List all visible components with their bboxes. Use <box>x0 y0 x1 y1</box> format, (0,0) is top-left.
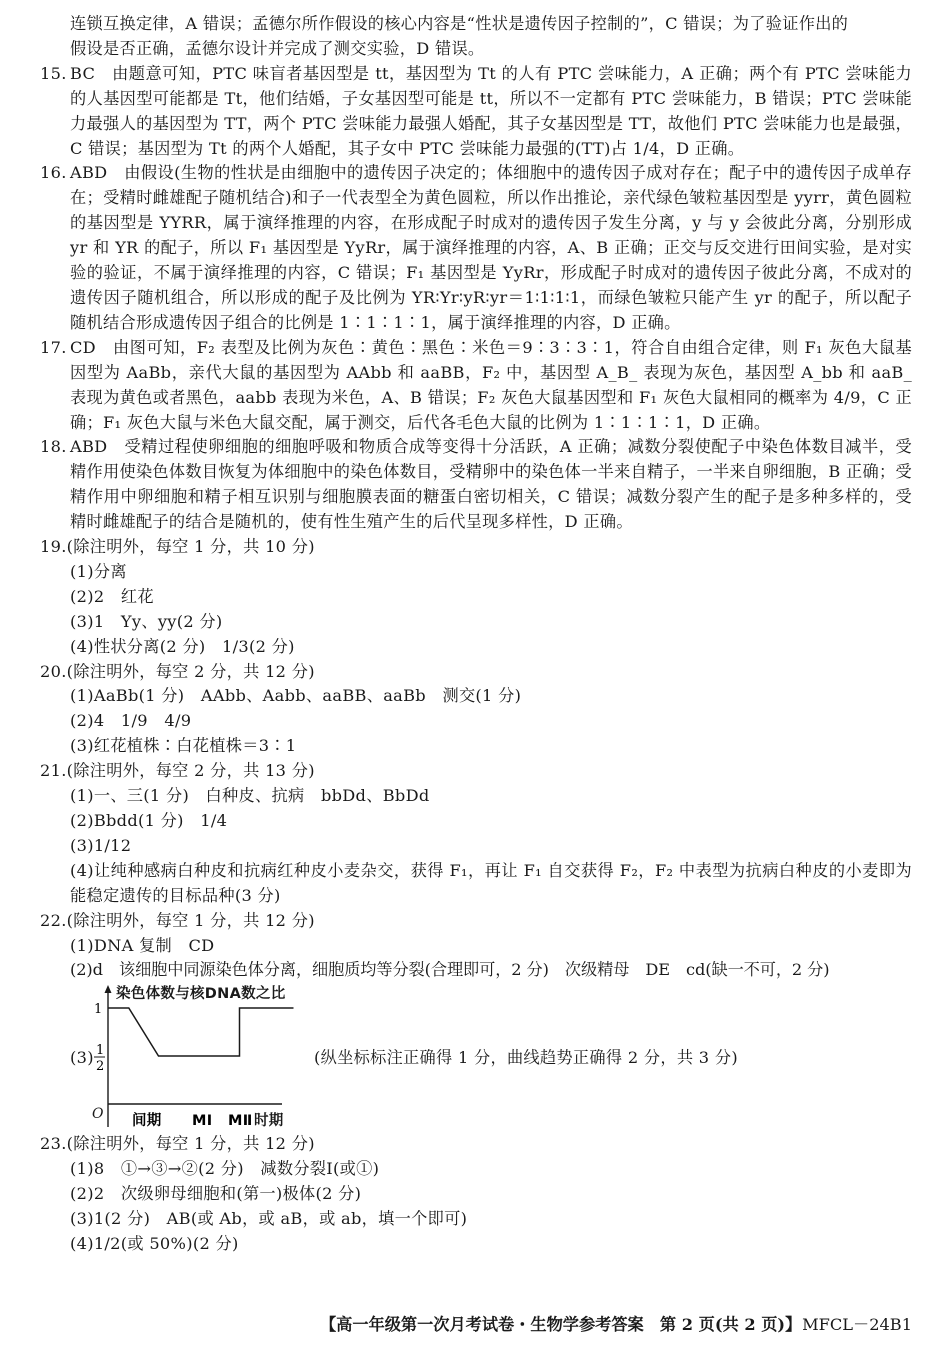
question-18-answer: ABD 受精过程使卵细胞的细胞呼吸和物质合成等变得十分活跃，A 正确；减数分裂使配子中染色体数目减半，受精作用使染色体数目恢复为体细胞中的染色体数目，受精卵中的染色体一半来自精子，一半来自卵细胞，B 正确；受精作用中卵细胞和精子相互识别与细胞膜表面的糖蛋白密切相关，C 错误；减数分裂产生的配子是多种多样的，受精时雌雄配子的结合是随机的，使有性生殖产生的后代呈现多样性，D 正确。 <box>70 437 913 532</box>
series-line <box>108 1008 294 1056</box>
question-22-header: 22.(除注明外，每空 1 分，共 12 分) <box>40 910 315 930</box>
q22-chart-row <box>70 984 912 1132</box>
answer-page <box>40 12 913 1257</box>
footer-code: MFCL－24B1 <box>802 1315 912 1334</box>
question-16 <box>40 161 912 335</box>
q23-sub-2: (2)2 次级卵母细胞和(第一)极体(2 分) <box>70 1184 362 1204</box>
y-axis-arrow <box>105 985 112 993</box>
question-15-answer: BC 由题意可知，PTC 味盲者基因型是 tt，基因型为 Tt 的人有 PTC 尝味能力，A 正确；两个有 PTC 尝味能力的人基因型可能都是 Tt，他们结婚，子女基因型可能是 tt，所以不一定都有 PTC 尝味能力，B 错误；PTC 尝味能力最强人的基因型为 TT，两个 PTC 尝味能力最强人婚配，其子女基因型是 TT，故他们 PTC 尝味能力也是最强，C 错误；基因型为 Tt 的两个人婚配，其子女中 PTC 尝味能力最强的(TT)占 1/4，D 正确。 <box>70 63 912 158</box>
question-15 <box>40 62 912 162</box>
question-number: 15. <box>40 63 67 83</box>
q19-sub-1: (1)分离 <box>70 561 127 581</box>
y-tick-numerator: 1 <box>96 1043 105 1059</box>
q20-sub-2: (2)4 1/9 4/9 <box>70 711 192 731</box>
q20-sub-3: (3)红花植株∶白花植株＝3∶1 <box>70 736 297 756</box>
footer-title: 【高一年级第一次月考试卷・生物学参考答案 第 2 页(共 2 页)】 <box>320 1315 802 1334</box>
q21-sub-2: (2)Bbdd(1 分) 1/4 <box>70 811 228 830</box>
x-axis-label: 时期 <box>254 1113 284 1130</box>
origin-label: O <box>92 1106 104 1123</box>
y-ticks <box>94 1002 105 1074</box>
question-22 <box>40 909 912 1133</box>
y-tick-label-1 <box>94 1043 105 1074</box>
question-23-header: 23.(除注明外，每空 1 分，共 12 分) <box>40 1134 315 1154</box>
q21-sub-4: (4)让纯种感病白种皮和抗病红种皮小麦杂交，获得 F₁，再让 F₁ 自交获得 F₂，F₂ 中表型为抗病白种皮的小麦即为能稳定遗传的目标品种(3 分) <box>70 860 912 905</box>
question-18 <box>40 435 913 535</box>
y-tick-denominator: 2 <box>96 1059 105 1075</box>
question-21-header: 21.(除注明外，每空 2 分，共 13 分) <box>40 761 315 781</box>
question-17-answer: CD 由图可知，F₂ 表型及比例为灰色∶黄色∶黑色∶米色＝9∶3∶3∶1，符合自由组合定律，则 F₁ 灰色大鼠基因型为 AaBb，亲代大鼠的基因型为 AAbb 和 aaBB，F₂ 中，基因型 A_B_ 表现为灰色，基因型 A_bb 和 aaB_ 表现为黄色或者黑色，aabb 表现为米色，A、B 错误；F₂ 灰色大鼠基因型和 F₁ 灰色大鼠相同的概率为 4/9，C 正确；F₁ 灰色大鼠与米色大鼠交配，属于测交，后代各毛色大鼠的比例为 1∶1∶1∶1，D 正确。 <box>70 337 913 432</box>
x-category-label: MⅠ <box>192 1113 213 1130</box>
intro-line-2: 假设是否正确，孟德尔设计并完成了测交实验，D 错误。 <box>70 38 485 58</box>
q22-sub-1: (1)DNA 复制 CD <box>70 935 215 955</box>
q22-chart-note: (纵坐标标注正确得 1 分，曲线趋势正确得 2 分，共 3 分) <box>314 1048 738 1068</box>
question-20 <box>40 660 912 760</box>
q23-sub-4: (4)1/2(或 50%)(2 分) <box>70 1233 239 1253</box>
question-23 <box>40 1132 912 1257</box>
q20-sub-1: (1)AaBb(1 分) AAbb、Aabb、aaBB、aaBb 测交(1 分) <box>70 686 522 706</box>
question-21 <box>40 759 912 908</box>
ratio-line-chart <box>70 984 310 1132</box>
question-19 <box>40 535 912 660</box>
q22-sub-2: (2)d 该细胞中同源染色体分离，细胞质均等分裂(合理即可，2 分) 次级精母 DE cd(缺一不可，2 分) <box>70 960 830 980</box>
intro-line-1: 连锁互换定律，A 错误；孟德尔所作假设的核心内容是“性状是遗传因子控制的”，C 错误；为了验证作出的 <box>70 14 849 33</box>
q21-sub-3: (3)1/12 <box>70 835 132 855</box>
question-20-header: 20.(除注明外，每空 2 分，共 12 分) <box>40 661 315 681</box>
q19-sub-4: (4)性状分离(2 分) 1/3(2 分) <box>70 636 295 656</box>
q23-sub-1: (1)8 ①→③→②(2 分) 减数分裂Ⅰ(或①) <box>70 1159 380 1179</box>
question-17 <box>40 336 913 436</box>
q19-sub-2: (2)2 红花 <box>70 586 154 606</box>
q23-sub-3: (3)1(2 分) AB(或 Ab，或 aB，或 ab，填一个即可) <box>70 1209 468 1229</box>
question-number: 18. <box>40 437 67 457</box>
chart-title: 染色体数与核DNA数之比 <box>116 986 286 1003</box>
x-category-label: 间期 <box>132 1113 162 1130</box>
x-category-label: MⅡ <box>228 1113 253 1130</box>
q22-sub-3-label: (3) <box>70 1048 94 1068</box>
question-16-answer: ABD 由假设(生物的性状是由细胞中的遗传因子决定的；体细胞中的遗传因子成对存在；配子中的遗传因子成单存在；受精时雌雄配子随机结合)和子一代表型全为黄色圆粒，所以作出推论，亲代绿色皱粒基因型是 yyrr，黄色圆粒的基因型是 YYRR，属于演绎推理的内容，在形成配子时成对的遗传因子发生分离，y 与 y 会彼此分离，分别形成 yr 和 YR 的配子，所以 F₁ 基因型是 YyRr，属于演绎推理的内容，A、B 正确；正交与反交进行田间实验，是对实验的验证，不属于演绎推理的内容，C 错误；F₁ 基因型是 YyRr，形成配子时成对的遗传因子彼此分离，不成对的遗传因子随机组合，所以形成的配子及比例为 YR∶Yr∶yR∶yr＝1∶1∶1∶1，而绿色皱粒只能产生 yr 的配子，所以配子随机结合形成遗传因子组合的比例是 1∶1∶1∶1，属于演绎推理的内容，D 正确。 <box>70 163 912 332</box>
y-tick-label-0: 1 <box>94 1002 103 1018</box>
question-number: 16. <box>40 163 67 183</box>
q19-sub-3: (3)1 Yy、yy(2 分) <box>70 611 223 631</box>
question-19-header: 19.(除注明外，每空 1 分，共 10 分) <box>40 537 315 557</box>
question-number: 17. <box>40 337 67 357</box>
q21-sub-1: (1)一、三(1 分) 白种皮、抗病 bbDd、BbDd <box>70 786 430 806</box>
x-categories <box>132 1111 253 1129</box>
